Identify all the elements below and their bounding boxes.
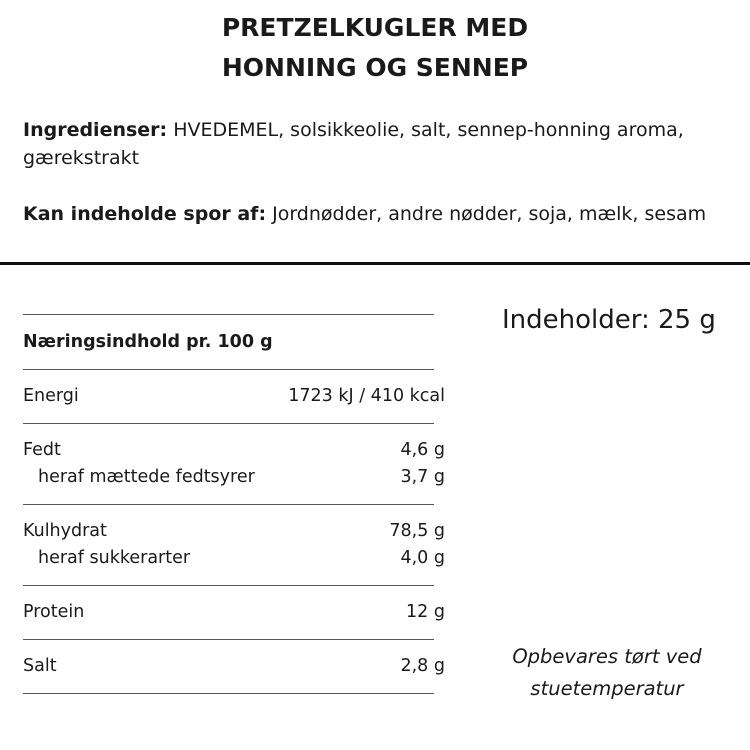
row-value-saturated-fat: 3,7 g xyxy=(400,467,445,487)
allergens-section xyxy=(23,200,733,228)
row-label-energy: Energi xyxy=(23,386,79,406)
allergens-label: Kan indeholde spor af: xyxy=(23,203,267,225)
product-title xyxy=(0,8,750,88)
row-label-salt: Salt xyxy=(23,656,57,676)
row-value-carbohydrate: 78,5 g xyxy=(389,521,445,541)
nutrition-group-protein xyxy=(23,586,445,639)
table-rule xyxy=(23,693,434,694)
storage-line-2: stuetemperatur xyxy=(530,677,684,700)
table-row xyxy=(23,518,445,545)
table-row xyxy=(23,545,445,572)
storage-instructions xyxy=(482,641,732,705)
section-divider xyxy=(0,262,750,265)
table-row xyxy=(23,437,445,464)
row-label-sugars: heraf sukkerarter xyxy=(38,548,191,568)
ingredients-label: Ingredienser: xyxy=(23,119,168,141)
row-value-fat: 4,6 g xyxy=(400,440,445,460)
row-value-energy: 1723 kJ / 410 kcal xyxy=(288,386,445,406)
allergens-text: Jordnødder, andre nødder, soja, mælk, sesam xyxy=(266,203,707,225)
row-value-protein: 12 g xyxy=(406,602,445,622)
table-row xyxy=(23,599,445,626)
row-label-protein: Protein xyxy=(23,602,85,622)
table-row xyxy=(23,653,445,680)
row-value-sugars: 4,0 g xyxy=(400,548,445,568)
nutrition-header: Næringsindhold pr. 100 g xyxy=(23,332,273,352)
row-label-saturated-fat: heraf mættede fedtsyrer xyxy=(38,467,255,487)
nutrition-group-fat xyxy=(23,424,445,504)
row-label-carbohydrate: Kulhydrat xyxy=(23,521,107,541)
nutrition-group-carbohydrate xyxy=(23,505,445,585)
row-value-salt: 2,8 g xyxy=(400,656,445,676)
product-title-line-2: HONNING OG SENNEP xyxy=(221,53,529,82)
ingredients-text: HVEDEMEL, solsikkeolie, salt, sennep-honning aroma, gærekstrakt xyxy=(23,119,684,169)
nutrition-group-salt xyxy=(23,640,445,693)
row-label-fat: Fedt xyxy=(23,440,61,460)
storage-line-1: Opbevares tørt ved xyxy=(512,645,702,668)
table-row xyxy=(23,383,445,410)
nutrition-table xyxy=(23,314,445,694)
ingredients-section xyxy=(23,116,723,172)
table-row xyxy=(23,464,445,491)
product-title-line-1: PRETZELKUGLER MED xyxy=(221,13,529,42)
nutrition-group-energy xyxy=(23,370,445,423)
net-content: Indeholder: 25 g xyxy=(502,305,716,335)
